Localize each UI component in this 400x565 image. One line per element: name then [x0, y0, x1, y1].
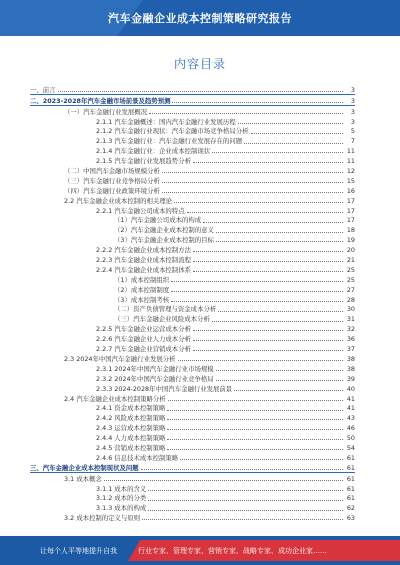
toc-entry-text: 2.2.5 汽车金融企业运营成本分析: [96, 325, 191, 334]
dot-leader: [178, 360, 343, 361]
dot-leader: [216, 370, 343, 371]
toc-entry-page: 41: [346, 394, 355, 403]
toc-entry-text: 二、2023-2028年汽车金融市场前景及趋势预测: [30, 96, 171, 105]
toc-entry-page: 62: [346, 504, 355, 513]
toc-entry-text: 2.3 2024年中国汽车金融行业发展分析: [64, 354, 176, 363]
toc-entry: [30, 452, 355, 462]
toc-entry-text: （1）成本控制组织: [114, 275, 170, 284]
dot-leader: [174, 202, 343, 203]
toc-entry: [30, 304, 355, 314]
toc-entry-text: 2.4.1 资金成本控制策略: [96, 404, 166, 413]
dot-leader: [171, 291, 343, 292]
dot-leader: [251, 133, 344, 134]
toc-entry: [30, 353, 355, 363]
toc-entry: [30, 333, 355, 343]
dot-leader: [244, 143, 343, 144]
dot-leader: [203, 222, 343, 223]
toc-entry-page: 15: [346, 176, 355, 185]
toc-entry: [30, 126, 355, 136]
toc-entry-page: 39: [346, 374, 355, 383]
dot-leader: [193, 162, 343, 163]
toc-entry-text: （四）汽车金融行业政策环境分析: [64, 186, 160, 195]
toc-entry-page: 61: [346, 494, 355, 503]
toc-entry-page: 61: [346, 474, 355, 483]
toc-entry-page: 7: [350, 137, 355, 146]
toc-entry: [30, 284, 355, 294]
toc-entry-text: （2）汽车金融企业成本控制的意义: [114, 226, 214, 235]
toc-entry: [30, 264, 355, 274]
toc-entry: [30, 224, 355, 234]
toc-entry: [30, 502, 355, 512]
toc-entry-text: 3.1.3 成本的构成: [96, 504, 147, 513]
toc-entry: [30, 493, 355, 503]
toc-entry: [30, 432, 355, 442]
dot-leader: [148, 510, 343, 511]
toc-entry-page: 12: [346, 167, 355, 176]
toc-entry-page: 61: [346, 463, 355, 472]
toc-entry-page: 20: [346, 246, 355, 255]
toc-heading: 内容目录: [173, 57, 226, 71]
toc-entry-text: 2.2.7 汽车金融企业营销成本分析: [96, 345, 191, 354]
toc-entry: [30, 135, 355, 145]
dot-leader: [193, 340, 343, 341]
toc-entry-text: 2.2.3 汽车金融企业成本控制流程: [96, 256, 191, 265]
toc-entry-page: 17: [346, 206, 355, 215]
toc-entry-text: （三）汽车金融行业竞争格局分析: [64, 176, 160, 185]
footer-banner: [0, 536, 400, 565]
dot-leader: [238, 123, 343, 124]
toc-entry-page: 50: [346, 434, 355, 443]
dot-leader: [171, 281, 343, 282]
toc-entry-text: （一）汽车金融行业发展概况: [64, 107, 148, 116]
toc-entry: [30, 106, 355, 116]
toc-entry-text: 2.2.2 汽车金融企业成本控制方法: [96, 246, 191, 255]
toc-entry: [30, 343, 355, 353]
dot-leader: [171, 301, 343, 302]
toc-entry: [30, 422, 355, 432]
toc-entry-text: 2.2.1 汽车金融公司成本的特点: [96, 206, 185, 215]
report-title: 汽车金融企业成本控制策略研究报告: [108, 12, 292, 25]
dot-leader: [141, 469, 343, 470]
toc-entry: [30, 215, 355, 225]
toc-entry-text: 2.3.3 2024-2028年中国汽车金融行业发展前景: [96, 384, 233, 393]
toc-entry-page: 16: [346, 186, 355, 195]
dot-leader: [167, 449, 343, 450]
dot-leader: [167, 419, 343, 420]
dot-leader: [162, 192, 343, 193]
toc-entry: [30, 393, 355, 403]
toc-entry: [30, 473, 355, 483]
toc-entry-page: 28: [346, 295, 355, 304]
toc-entry-text: 2.2 汽车金融企业成本控制的相关理论: [64, 196, 173, 205]
toc-entry-page: 30: [346, 305, 355, 314]
toc-entry-page: 17: [346, 196, 355, 205]
dot-leader: [148, 490, 343, 491]
toc-entry: [30, 185, 355, 195]
dot-leader: [216, 380, 343, 381]
toc-entry: [30, 254, 355, 264]
toc-entry-text: 2.1.1 汽车金融概述：国内汽车金融行业发展历程: [96, 117, 236, 126]
toc-entry: [30, 294, 355, 304]
toc-entry-text: （3）汽车金融企业成本控制的目标: [114, 236, 214, 245]
toc-entry: [30, 205, 355, 215]
toc-entry-text: 2.4.3 运营成本控制策略: [96, 424, 166, 433]
toc-entry-page: 11: [346, 157, 355, 166]
toc-entry: [30, 323, 355, 333]
toc-entry-page: 25: [346, 275, 355, 284]
toc-entry: [30, 383, 355, 393]
toc-entry-text: 2.1.3 汽车金融行业：汽车金融行业发展存在的问题: [96, 137, 243, 146]
dot-leader: [162, 182, 343, 183]
dot-leader: [193, 330, 343, 331]
toc-entry-text: 3.1.2 成本的分类: [96, 494, 147, 503]
dot-leader: [149, 113, 343, 114]
toc-entry: [30, 165, 355, 175]
toc-entry-text: （二）中国汽车金融市场规模分析: [64, 167, 160, 176]
toc-entry-text: 2.4.4 人力成本控制策略: [96, 434, 166, 443]
toc-entry-page: 25: [346, 265, 355, 274]
toc-entry-text: 一、前言: [30, 85, 56, 94]
toc-entry: [30, 244, 355, 254]
toc-entry: [30, 483, 355, 493]
toc-entry-text: 2.1.2 汽车金融行业现状：汽车金融市场竞争格局分析: [96, 127, 249, 136]
toc-entry: [30, 442, 355, 452]
toc-entry-page: 46: [346, 424, 355, 433]
toc-entry-page: 43: [346, 414, 355, 423]
dot-leader: [216, 241, 343, 242]
dot-leader: [162, 172, 343, 173]
toc-entry: [30, 116, 355, 126]
toc-entry: [30, 412, 355, 422]
toc-entry: [30, 373, 355, 383]
toc-entry: [30, 84, 355, 95]
toc-entry-text: 2.4 汽车金融企业成本控制策略分析: [64, 394, 166, 403]
dot-leader: [193, 251, 343, 252]
header-banner: [0, 0, 400, 36]
toc-entry-page: 3: [350, 96, 355, 105]
toc-entry: [30, 95, 355, 106]
toc-entry-text: （三）汽车金融企业风险成本分析: [114, 315, 210, 324]
toc-entry-page: 18: [346, 226, 355, 235]
toc-entry-page: 11: [346, 147, 355, 156]
toc-entry-page: 31: [346, 315, 355, 324]
toc-entry-page: 36: [346, 335, 355, 344]
toc-entry-page: 61: [346, 453, 355, 462]
toc-entry: [30, 195, 355, 205]
toc-entry-page: 61: [346, 484, 355, 493]
toc-entry-text: 三、汽车金融企业成本控制现状及问题: [30, 463, 139, 472]
toc-entry-text: （2）成本控制制度: [114, 285, 170, 294]
toc-entry-text: 2.2.6 汽车金融企业人力成本分析: [96, 335, 191, 344]
dot-leader: [104, 480, 343, 481]
toc-entry-text: 2.1.5 汽车金融行业发展趋势分析: [96, 157, 191, 166]
dot-leader: [167, 439, 343, 440]
toc-entry: [30, 313, 355, 323]
toc-entry: [30, 155, 355, 165]
toc-entry-page: 63: [346, 514, 355, 523]
toc-entry-text: 2.3.2 2024年中国汽车金融行业竞争格局: [96, 374, 214, 383]
toc-entry: [30, 175, 355, 185]
dot-leader: [212, 321, 343, 322]
toc-entry-page: 5: [350, 127, 355, 136]
dot-leader: [167, 410, 343, 411]
toc-entry-page: 40: [346, 384, 355, 393]
toc-entry-text: 3.1 成本概念: [64, 474, 102, 483]
toc-entry: [30, 403, 355, 413]
toc-entry-text: （1）汽车金融公司成本的构成: [114, 216, 202, 225]
dot-leader: [193, 350, 343, 351]
toc-entry-page: 37: [346, 345, 355, 354]
dot-leader: [58, 91, 343, 92]
dot-leader: [218, 311, 343, 312]
table-of-contents: [30, 84, 355, 522]
toc-entry-page: 21: [346, 256, 355, 265]
toc-entry: [30, 363, 355, 373]
toc-entry-page: 3: [350, 107, 355, 116]
toc-entry-text: （二）资产负债管理与资金成本分析: [114, 305, 217, 314]
toc-entry-text: 2.4.6 信息技术成本控制策略: [96, 453, 179, 462]
toc-entry: [30, 512, 355, 522]
toc-entry-page: 32: [346, 325, 355, 334]
toc-entry-page: 54: [346, 443, 355, 452]
toc-entry-text: 3.1.1 成本的含义: [96, 484, 147, 493]
footer-slogan: 让每个人平等地提升自我: [40, 547, 117, 555]
toc-entry-page: 41: [346, 404, 355, 413]
dot-leader: [168, 400, 343, 401]
toc-entry-page: 19: [346, 236, 355, 245]
toc-entry: [30, 234, 355, 244]
toc-entry-page: 17: [346, 216, 355, 225]
toc-entry-page: 3: [350, 117, 355, 126]
footer-tagline: 行业专家、管理专家、营销专家、战略专家、成功企业家……: [138, 547, 327, 555]
dot-leader: [167, 429, 343, 430]
toc-entry-text: 2.1.4 汽车金融行业：企业成本控制现状: [96, 147, 211, 156]
dot-leader: [193, 271, 343, 272]
toc-entry-page: 27: [346, 285, 355, 294]
toc-entry-page: 3: [350, 85, 355, 94]
toc-entry-text: 3.2 成本控制的定义与原则: [64, 514, 141, 523]
toc-entry-text: 2.2.4 汽车金融企业成本控制体系: [96, 265, 191, 274]
toc-entry-text: 2.3.1 2024年中国汽车金融行业市场规模: [96, 364, 214, 373]
dot-leader: [193, 261, 343, 262]
toc-entry-page: 38: [346, 354, 355, 363]
dot-leader: [180, 459, 343, 460]
dot-leader: [187, 212, 343, 213]
dot-leader: [212, 152, 343, 153]
toc-entry: [30, 274, 355, 284]
toc-entry-text: 2.4.5 营销成本控制策略: [96, 443, 166, 452]
toc-entry-text: 2.4.2 风险成本控制策略: [96, 414, 166, 423]
dot-leader: [142, 519, 343, 520]
dot-leader: [234, 390, 343, 391]
toc-entry: [30, 462, 355, 473]
dot-leader: [148, 500, 343, 501]
toc-entry: [30, 145, 355, 155]
dot-leader: [172, 102, 343, 103]
toc-entry-text: （3）成本控制考核: [114, 295, 170, 304]
toc-entry-page: 38: [346, 364, 355, 373]
dot-leader: [216, 232, 343, 233]
